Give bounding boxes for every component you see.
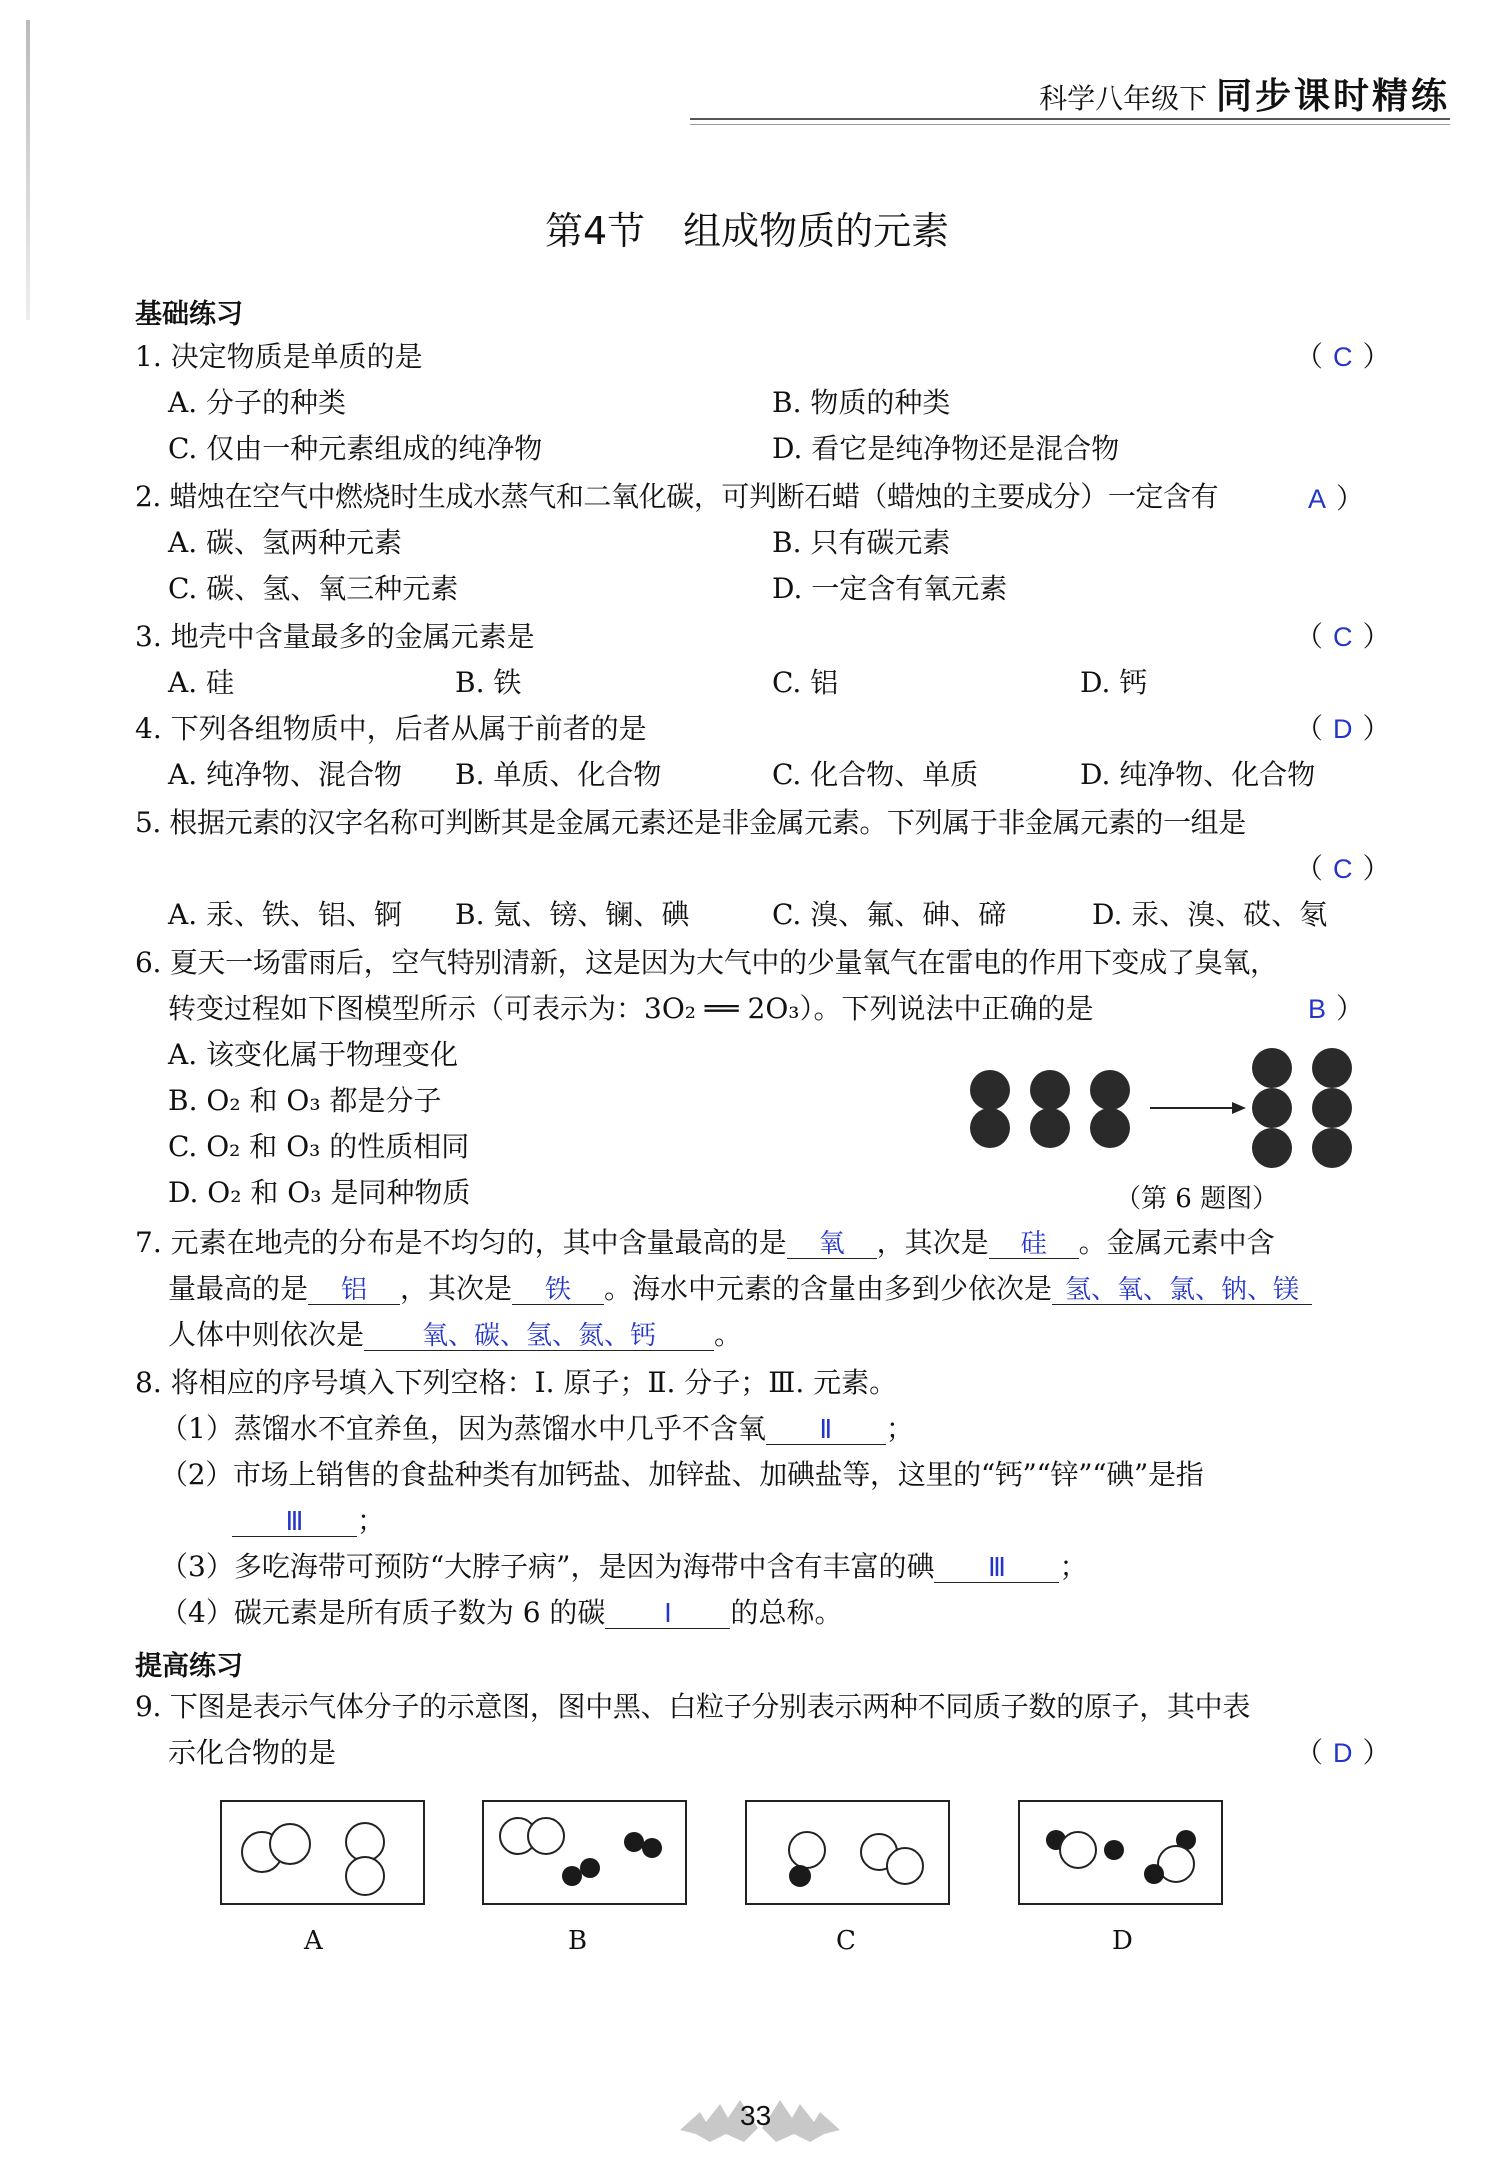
q3-option-c: C. 铝	[772, 666, 839, 699]
q1-option-d: D. 看它是纯净物还是混合物	[772, 432, 1120, 465]
q6-figure-caption: （第 6 题图）	[1115, 1184, 1279, 1214]
oxygen-atom	[1252, 1128, 1292, 1168]
q7-line1: 7. 元素在地壳的分布是不均匀的，其中含量最高的是 氧 ，其次是 硅 。金属元素中含	[135, 1226, 1275, 1259]
oxygen-atom	[1090, 1070, 1130, 1110]
q8-sub3: （3）多吃海带可预防“大脖子病”，是因为海带中含有丰富的碘 Ⅲ ；	[160, 1550, 1088, 1583]
q7-line3: 人体中则依次是 氧、碳、氢、氮、钙 。	[168, 1318, 743, 1351]
oxygen-atom	[1030, 1108, 1070, 1148]
q6-option-a: A. 该变化属于物理变化	[168, 1038, 459, 1071]
q7-blank-5[interactable]: 氢、氧、氯、钠、镁	[1052, 1274, 1312, 1305]
q8-blank-3[interactable]: Ⅲ	[934, 1552, 1059, 1583]
q1-answer-bracket: （ C ）	[1295, 340, 1391, 373]
q5-option-d: D. 汞、溴、砹、氡	[1092, 898, 1328, 931]
q2-answer-bracket: A ）	[1298, 482, 1364, 516]
oxygen-atom	[970, 1070, 1010, 1110]
q4-answer-bracket: （ D ）	[1295, 712, 1391, 745]
oxygen-atom	[1252, 1048, 1292, 1088]
white-atom	[789, 1832, 825, 1868]
q9-label-b: B	[568, 1926, 588, 1956]
black-atom	[562, 1866, 582, 1886]
q6-option-b: B. O₂ 和 O₃ 都是分子	[168, 1084, 442, 1117]
section-title: 第4节 组成物质的元素	[545, 209, 950, 253]
q6-answer: B	[1308, 994, 1327, 1024]
q2-option-d: D. 一定含有氧元素	[772, 572, 1008, 605]
q9-label-d: D	[1112, 1926, 1133, 1956]
q4-stem: 4. 下列各组物质中，后者从属于前者的是	[135, 712, 647, 745]
q7-blank-3[interactable]: 铝	[308, 1274, 400, 1305]
black-atom	[789, 1865, 811, 1887]
q6-answer-bracket: B ）	[1298, 992, 1364, 1026]
q3-option-b: B. 铁	[455, 666, 522, 699]
advanced-practice-heading: 提高练习	[135, 1651, 243, 1682]
q5-answer: C	[1333, 854, 1353, 884]
q4-option-b: B. 单质、化合物	[455, 758, 662, 791]
white-atom	[346, 1823, 384, 1861]
black-atom	[580, 1858, 600, 1878]
q9-answer: D	[1333, 1738, 1353, 1768]
white-atom	[528, 1818, 564, 1854]
q8-stem: 8. 将相应的序号填入下列空格：Ⅰ. 原子；Ⅱ. 分子；Ⅲ. 元素。	[135, 1366, 898, 1399]
q9-stem-line1: 9. 下图是表示气体分子的示意图，图中黑、白粒子分别表示两种不同质子数的原子，其中表	[135, 1690, 1251, 1723]
header-rule-thin	[690, 124, 1450, 125]
q7-blank-6[interactable]: 氧、碳、氢、氮、钙	[364, 1320, 714, 1351]
q8-blank-1[interactable]: Ⅱ	[766, 1414, 886, 1445]
q3-option-a: A. 硅	[168, 666, 235, 699]
q5-option-c: C. 溴、氟、砷、碲	[772, 898, 1007, 931]
oxygen-atom	[1312, 1048, 1352, 1088]
q8-sub2-cont: Ⅲ ；	[232, 1504, 385, 1538]
q8-sub4: （4）碳元素是所有质子数为 6 的碳 Ⅰ 的总称。	[160, 1596, 843, 1629]
q8-blank-2[interactable]: Ⅲ	[232, 1506, 357, 1537]
q5-option-a: A. 汞、铁、铝、锕	[168, 898, 403, 931]
q7-blank-4[interactable]: 铁	[512, 1274, 604, 1305]
q3-answer-bracket: （ C ）	[1295, 620, 1391, 653]
reaction-arrow-head	[1232, 1102, 1246, 1114]
q3-stem: 3. 地壳中含量最多的金属元素是	[135, 620, 535, 653]
black-atom	[1144, 1864, 1164, 1884]
white-atom	[1060, 1832, 1096, 1868]
q8-blank-4[interactable]: Ⅰ	[605, 1598, 730, 1629]
white-atom	[346, 1857, 384, 1895]
q2-stem: 2. 蜡烛在空气中燃烧时生成水蒸气和二氧化碳，可判断石蜡（蜡烛的主要成分）一定含有	[135, 480, 1219, 513]
q1-answer: C	[1333, 342, 1353, 372]
oxygen-atom	[1030, 1070, 1070, 1110]
leaf-right-icon	[762, 2100, 840, 2142]
q7-line2: 量最高的是 铝 ，其次是 铁 。海水中元素的含量由多到少依次是 氢、氧、氯、钠、镁	[168, 1272, 1312, 1306]
q9-figure-c	[745, 1800, 950, 1905]
q9-figure-b	[482, 1800, 687, 1905]
q4-answer: D	[1333, 714, 1353, 744]
black-atom	[1104, 1840, 1124, 1860]
q7-blank-1[interactable]: 氧	[787, 1228, 877, 1259]
q7-blank-2[interactable]: 硅	[989, 1228, 1079, 1259]
q9-figure-d	[1018, 1800, 1223, 1905]
q8-sub2: （2）市场上销售的食盐种类有加钙盐、加锌盐、加碘盐等，这里的“钙”“锌”“碘”是指	[160, 1458, 1204, 1491]
q2-option-b: B. 只有碳元素	[772, 526, 951, 559]
basic-practice-heading: 基础练习	[135, 299, 243, 330]
header-rule	[690, 118, 1450, 120]
q6-option-d: D. O₂ 和 O₃ 是同种物质	[168, 1176, 471, 1209]
white-atom	[887, 1848, 923, 1884]
page-header	[690, 60, 1450, 130]
q1-stem: 1. 决定物质是单质的是	[135, 340, 423, 373]
black-atom	[642, 1838, 662, 1858]
q9-answer-bracket: （ D ）	[1295, 1736, 1391, 1769]
page-number: 33	[740, 2100, 772, 2131]
q1-option-c: C. 仅由一种元素组成的纯净物	[168, 432, 543, 465]
q9-label-a: A	[304, 1926, 323, 1956]
q2-option-c: C. 碳、氢、氧三种元素	[168, 572, 459, 605]
q5-option-b: B. 氪、镑、镧、碘	[455, 898, 690, 931]
oxygen-atom	[1312, 1128, 1352, 1168]
q4-option-c: C. 化合物、单质	[772, 758, 979, 791]
header-title	[1039, 68, 1450, 119]
q1-option-b: B. 物质的种类	[772, 386, 951, 419]
q6-option-c: C. O₂ 和 O₃ 的性质相同	[168, 1130, 470, 1163]
oxygen-atom	[970, 1108, 1010, 1148]
binding-edge	[26, 20, 30, 320]
q3-option-d: D. 钙	[1080, 666, 1148, 699]
q2-option-a: A. 碳、氢两种元素	[168, 526, 403, 559]
q6-stem-line1: 6. 夏天一场雷雨后，空气特别清新，这是因为大气中的少量氧气在雷电的作用下变成了臭氧，	[135, 946, 1278, 979]
q9-label-c: C	[836, 1926, 856, 1956]
header-subject: 科学八年级下	[1039, 82, 1208, 115]
black-atom	[624, 1832, 644, 1852]
q5-answer-bracket: （ C ）	[1295, 852, 1391, 885]
q9-stem-line2: 示化合物的是	[168, 1736, 337, 1769]
q6-stem-line2: 转变过程如下图模型所示（可表示为：3O₂ ══ 2O₃）。下列说法中正确的是	[168, 992, 1094, 1025]
header-series: 同步课时精练	[1215, 76, 1450, 117]
q9-figure-a	[220, 1800, 425, 1905]
q4-option-a: A. 纯净物、混合物	[168, 758, 403, 791]
q2-answer: A	[1308, 484, 1327, 514]
q3-answer: C	[1333, 622, 1353, 652]
q6-ozone-model-figure	[960, 1040, 1360, 1175]
q8-sub1: （1）蒸馏水不宜养鱼，因为蒸馏水中几乎不含氧 Ⅱ ；	[160, 1412, 914, 1445]
q1-option-a: A. 分子的种类	[168, 386, 347, 419]
q5-stem: 5. 根据元素的汉字名称可判断其是金属元素还是非金属元素。下列属于非金属元素的一组是	[135, 806, 1246, 839]
q4-option-d: D. 纯净物、化合物	[1080, 758, 1316, 791]
oxygen-atom	[1090, 1108, 1130, 1148]
oxygen-atom	[1252, 1088, 1292, 1128]
white-atom	[270, 1824, 310, 1864]
oxygen-atom	[1312, 1088, 1352, 1128]
